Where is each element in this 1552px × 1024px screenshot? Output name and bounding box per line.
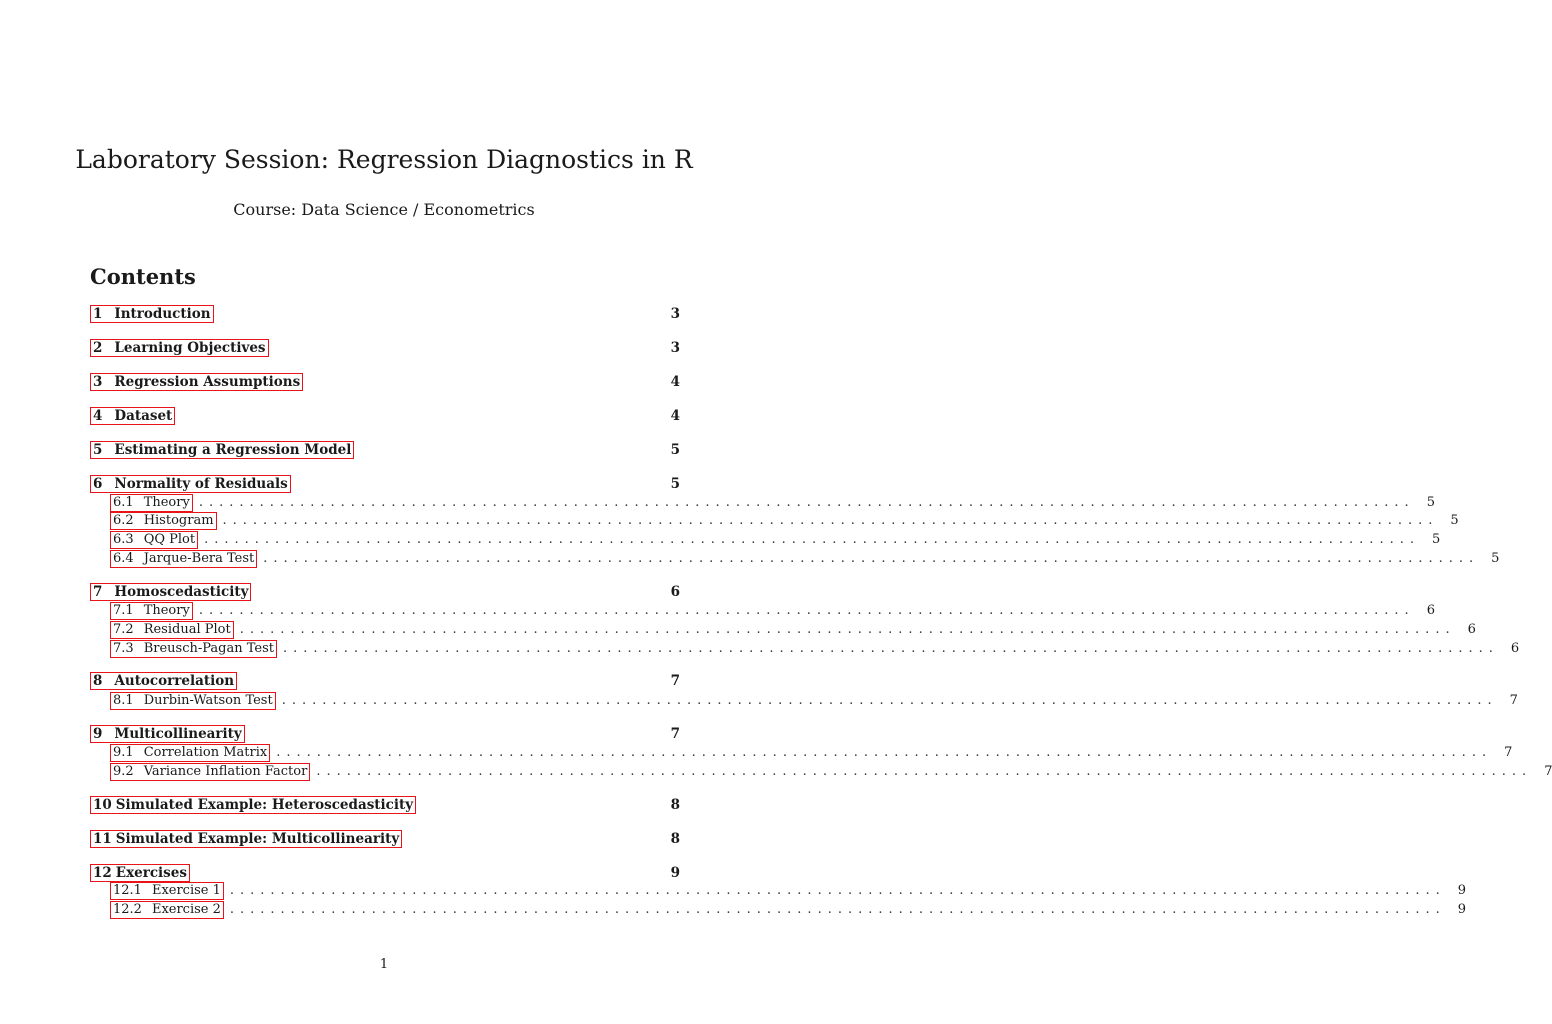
toc-section-row	[90, 338, 680, 357]
toc-entry-label: Simulated Example: Heteroscedasticity	[115, 796, 414, 813]
toc-subsection-row	[110, 530, 1441, 549]
toc-section-link[interactable]	[90, 373, 303, 391]
toc-section-link[interactable]	[90, 475, 291, 493]
toc-page-number: 5	[1426, 495, 1435, 510]
toc-section-row	[90, 582, 680, 601]
toc-page-number: 6	[1510, 641, 1520, 656]
toc-entry-number: 4	[93, 407, 103, 424]
toc-entry-number: 6	[93, 475, 103, 492]
toc-entry-number: 12.1	[113, 882, 142, 898]
toc-page-number: 6	[1426, 603, 1435, 618]
toc-page-number: 4	[670, 407, 680, 424]
toc-entry-label: Simulated Example: Multicollinearity	[115, 830, 400, 847]
toc-entry-label: QQ Plot	[143, 531, 196, 547]
toc-page-number: 6	[1467, 622, 1476, 637]
toc-leader-dots: ........................................................................................................................	[229, 901, 1446, 917]
toc-subsection-link[interactable]	[110, 763, 310, 781]
toc-subsection-link[interactable]	[110, 531, 198, 549]
toc-subsection-link[interactable]	[110, 640, 277, 658]
toc-subsection-link[interactable]	[110, 621, 234, 639]
toc-entry-label: Exercise 1	[151, 882, 221, 898]
toc-section-link[interactable]	[90, 583, 251, 601]
toc-section-row	[90, 474, 680, 493]
toc-page-number: 7	[1544, 764, 1552, 779]
toc-subsection-link[interactable]	[110, 901, 224, 919]
contents-heading: Contents	[90, 264, 196, 289]
toc-subsection-link[interactable]	[110, 494, 193, 512]
toc-entry-number: 7	[93, 583, 103, 600]
toc-subsection-row	[110, 601, 1435, 620]
toc-section-link[interactable]	[90, 672, 237, 690]
toc-page-number: 5	[1431, 532, 1441, 547]
document-subtitle: Course: Data Science / Econometrics	[233, 200, 535, 219]
toc-section-row	[90, 304, 680, 323]
toc-entry-label: Histogram	[143, 512, 214, 528]
toc-page-number: 7	[1504, 745, 1513, 760]
toc-entry-label: Dataset	[114, 407, 173, 424]
toc-entry-label: Breusch-Pagan Test	[143, 640, 274, 656]
toc-entry-label: Introduction	[114, 305, 211, 322]
toc-subsection-link[interactable]	[110, 692, 276, 710]
toc-subsection-row	[110, 900, 1467, 919]
toc-entry-label: Regression Assumptions	[114, 373, 301, 390]
toc-entry-number: 8	[93, 672, 103, 689]
toc-leader-dots: ........................................................................................................................	[282, 640, 1499, 656]
toc-entry-number: 1	[93, 305, 103, 322]
toc-page-number: 8	[670, 830, 680, 847]
toc-section-row	[90, 440, 680, 459]
toc-page-number: 3	[670, 305, 680, 322]
toc-entry-number: 5	[93, 441, 103, 458]
toc-section-link[interactable]	[90, 830, 402, 848]
toc-entry-number: 9.2	[113, 763, 134, 779]
toc-page-number: 9	[1457, 902, 1467, 917]
toc-subsection-link[interactable]	[110, 602, 193, 620]
toc-entry-label: Multicollinearity	[114, 725, 242, 742]
toc-subsection-link[interactable]	[110, 550, 257, 568]
toc-page-number: 5	[1450, 513, 1459, 528]
toc-entry-number: 10	[93, 796, 112, 813]
toc-entry-number: 6.3	[113, 531, 134, 547]
toc-entry-number: 12.2	[113, 901, 142, 917]
toc-leader-dots: ........................................................................................................................	[198, 602, 1415, 618]
toc-page-number: 6	[670, 583, 680, 600]
toc-section-row	[90, 671, 680, 690]
toc-entry-label: Residual Plot	[143, 621, 231, 637]
toc-leader-dots: ........................................................................................................................	[239, 621, 1456, 637]
toc-page-number: 5	[670, 441, 680, 458]
toc-page-number: 3	[670, 339, 680, 356]
toc-entry-label: Learning Objectives	[114, 339, 266, 356]
toc-subsection-row	[110, 620, 1476, 639]
toc-entry-label: Theory	[143, 494, 190, 510]
toc-leader-dots: ........................................................................................................................	[316, 763, 1533, 779]
toc-entry-label: Homoscedasticity	[114, 583, 249, 600]
toc-subsection-row	[110, 549, 1500, 568]
toc-entry-number: 11	[93, 830, 112, 847]
toc-entry-number: 9.1	[113, 744, 134, 760]
toc-entry-number: 6.4	[113, 550, 134, 566]
toc-entry-label: Jarque-Bera Test	[143, 550, 255, 566]
toc-subsection-row	[110, 639, 1520, 658]
toc-entry-label: Autocorrelation	[114, 672, 235, 689]
toc-section-row	[90, 406, 680, 425]
toc-subsection-row	[110, 493, 1435, 512]
toc-entry-label: Estimating a Regression Model	[114, 441, 352, 458]
toc-section-row	[90, 829, 680, 848]
toc-entry-label: Exercises	[115, 864, 187, 881]
toc-entry-label: Normality of Residuals	[114, 475, 288, 492]
toc-section-link[interactable]	[90, 441, 354, 459]
toc-section-row	[90, 372, 680, 391]
toc-subsection-row	[110, 511, 1459, 530]
toc-section-link[interactable]	[90, 796, 416, 814]
toc-leader-dots: ........................................................................................................................	[204, 531, 1420, 547]
toc-section-link[interactable]	[90, 407, 175, 425]
toc-page-number: 5	[670, 475, 680, 492]
toc-section-link[interactable]	[90, 725, 245, 743]
toc-section-row	[90, 795, 680, 814]
toc-subsection-row	[110, 762, 1552, 781]
toc-page-number: 5	[1491, 551, 1500, 566]
toc-entry-label: Exercise 2	[151, 901, 221, 917]
toc-section-row	[90, 724, 680, 743]
toc-leader-dots: ........................................................................................................................	[263, 550, 1480, 566]
toc-entry-number: 6.2	[113, 512, 134, 528]
toc-section-row	[90, 863, 680, 882]
toc-leader-dots: ........................................................................................................................	[276, 744, 1493, 760]
toc-section-link[interactable]	[90, 339, 269, 357]
toc-entry-number: 7.2	[113, 621, 134, 637]
toc-entry-number: 6.1	[113, 494, 134, 510]
toc-leader-dots: ........................................................................................................................	[222, 512, 1439, 528]
toc-page-number: 7	[670, 725, 680, 742]
toc-entry-number: 9	[93, 725, 103, 742]
toc-entry-number: 8.1	[113, 692, 134, 708]
toc-page-number: 8	[670, 796, 680, 813]
toc-entry-label: Durbin-Watson Test	[143, 692, 273, 708]
toc-entry-number: 7.1	[113, 602, 134, 618]
page-number: 1	[379, 957, 389, 972]
toc-section-link[interactable]	[90, 305, 214, 323]
toc-subsection-row	[110, 881, 1467, 900]
toc-page-number: 7	[670, 672, 680, 689]
toc-entry-number: 7.3	[113, 640, 134, 656]
toc-page-number: 9	[670, 864, 680, 881]
document-title: Laboratory Session: Regression Diagnostics in R	[75, 145, 693, 174]
toc-entry-number: 3	[93, 373, 103, 390]
toc-page-number: 7	[1509, 693, 1518, 708]
toc-page-number: 9	[1457, 883, 1467, 898]
toc-entry-label: Variance Inflation Factor	[143, 763, 308, 779]
toc-leader-dots: ........................................................................................................................	[281, 692, 1498, 708]
toc-entry-label: Theory	[143, 602, 190, 618]
toc-leader-dots: ........................................................................................................................	[229, 882, 1446, 898]
toc-subsection-link[interactable]	[110, 744, 270, 762]
toc-subsection-row	[110, 691, 1518, 710]
toc-subsection-link[interactable]	[110, 512, 217, 530]
toc-section-link[interactable]	[90, 864, 190, 882]
toc-page-number: 4	[670, 373, 680, 390]
toc-subsection-row	[110, 743, 1513, 762]
toc-entry-number: 12	[93, 864, 112, 881]
toc-leader-dots: ........................................................................................................................	[198, 494, 1415, 510]
toc-subsection-link[interactable]	[110, 882, 224, 900]
toc-entry-number: 2	[93, 339, 103, 356]
toc-entry-label: Correlation Matrix	[143, 744, 268, 760]
